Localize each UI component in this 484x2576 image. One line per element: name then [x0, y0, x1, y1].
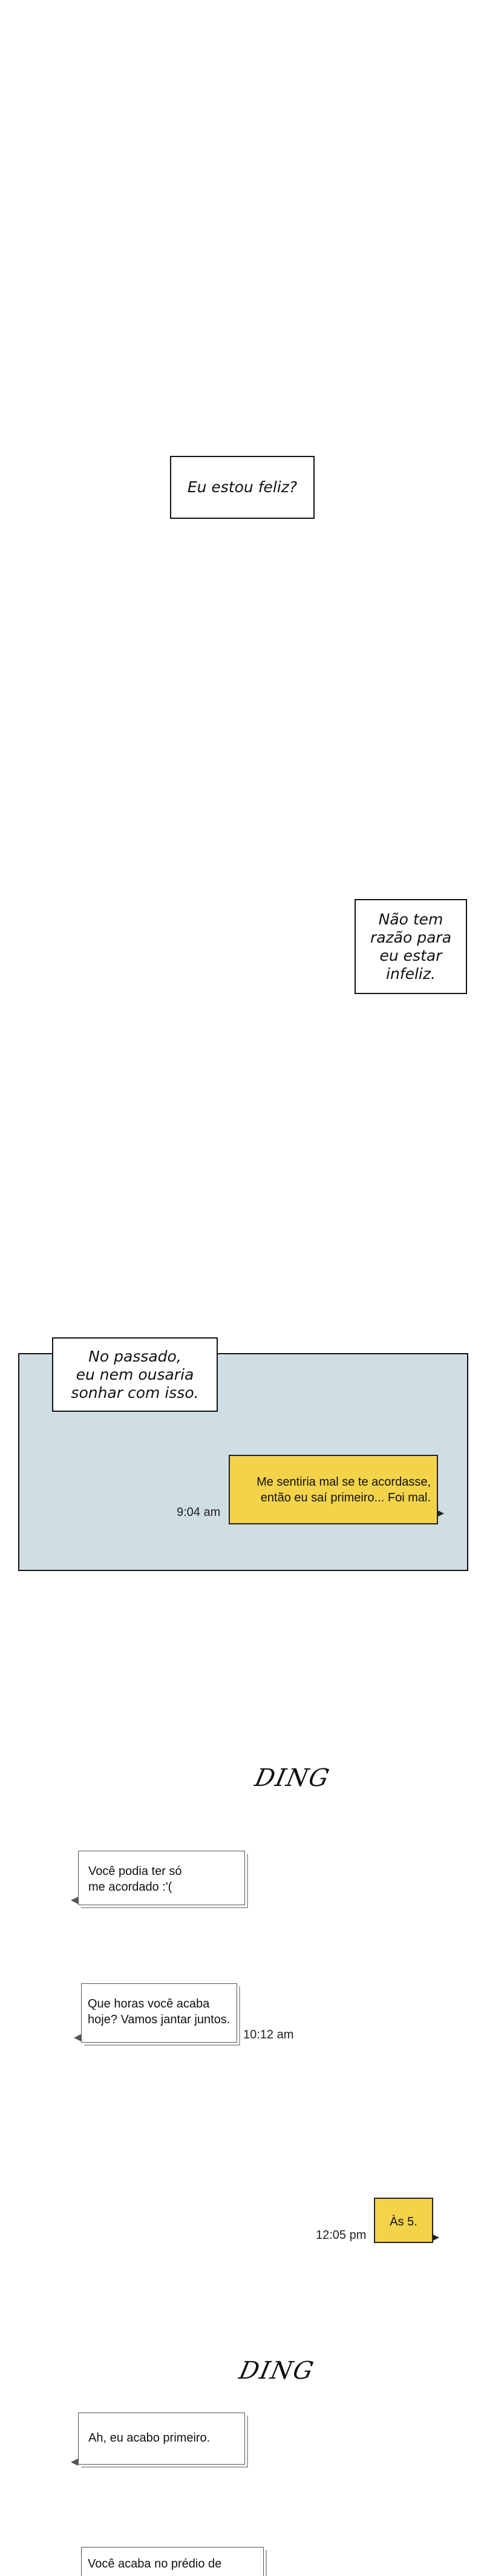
- ding-sound-effect: DING: [237, 2357, 317, 2385]
- outgoing-bubble-tail: [432, 2234, 439, 2241]
- caption-past: No passado, eu nem ousaria sonhar com isso.: [52, 1337, 218, 1412]
- incoming-message-bubble: Você podia ter só me acordado :'(: [78, 1851, 245, 1905]
- outgoing-bubble-tail: [437, 1510, 444, 1517]
- outgoing-message-bubble: Às 5.: [374, 2198, 433, 2243]
- outgoing-message-bubble: Me sentiria mal se te acordasse, então eu saí primeiro... Foi mal.: [229, 1455, 438, 1524]
- message-time: 9:04 am: [177, 1506, 221, 1519]
- incoming-message-bubble: Ah, eu acabo primeiro.: [78, 2413, 245, 2465]
- incoming-message-bubble: Você acaba no prédio de: [81, 2547, 264, 2576]
- ding-sound-effect: DING: [252, 1764, 333, 1792]
- message-time: 12:05 pm: [316, 2228, 367, 2242]
- incoming-message-bubble: Que horas você acaba hoje? Vamos jantar juntos.: [81, 1983, 237, 2043]
- incoming-bubble-tail: [71, 2459, 78, 2466]
- incoming-bubble-tail: [74, 2034, 81, 2041]
- message-time: 10:12 am: [243, 2028, 294, 2041]
- caption-happy: Eu estou feliz?: [170, 456, 315, 519]
- caption-no-reason: Não tem razão para eu estar infeliz.: [355, 899, 467, 994]
- incoming-bubble-tail: [71, 1897, 78, 1904]
